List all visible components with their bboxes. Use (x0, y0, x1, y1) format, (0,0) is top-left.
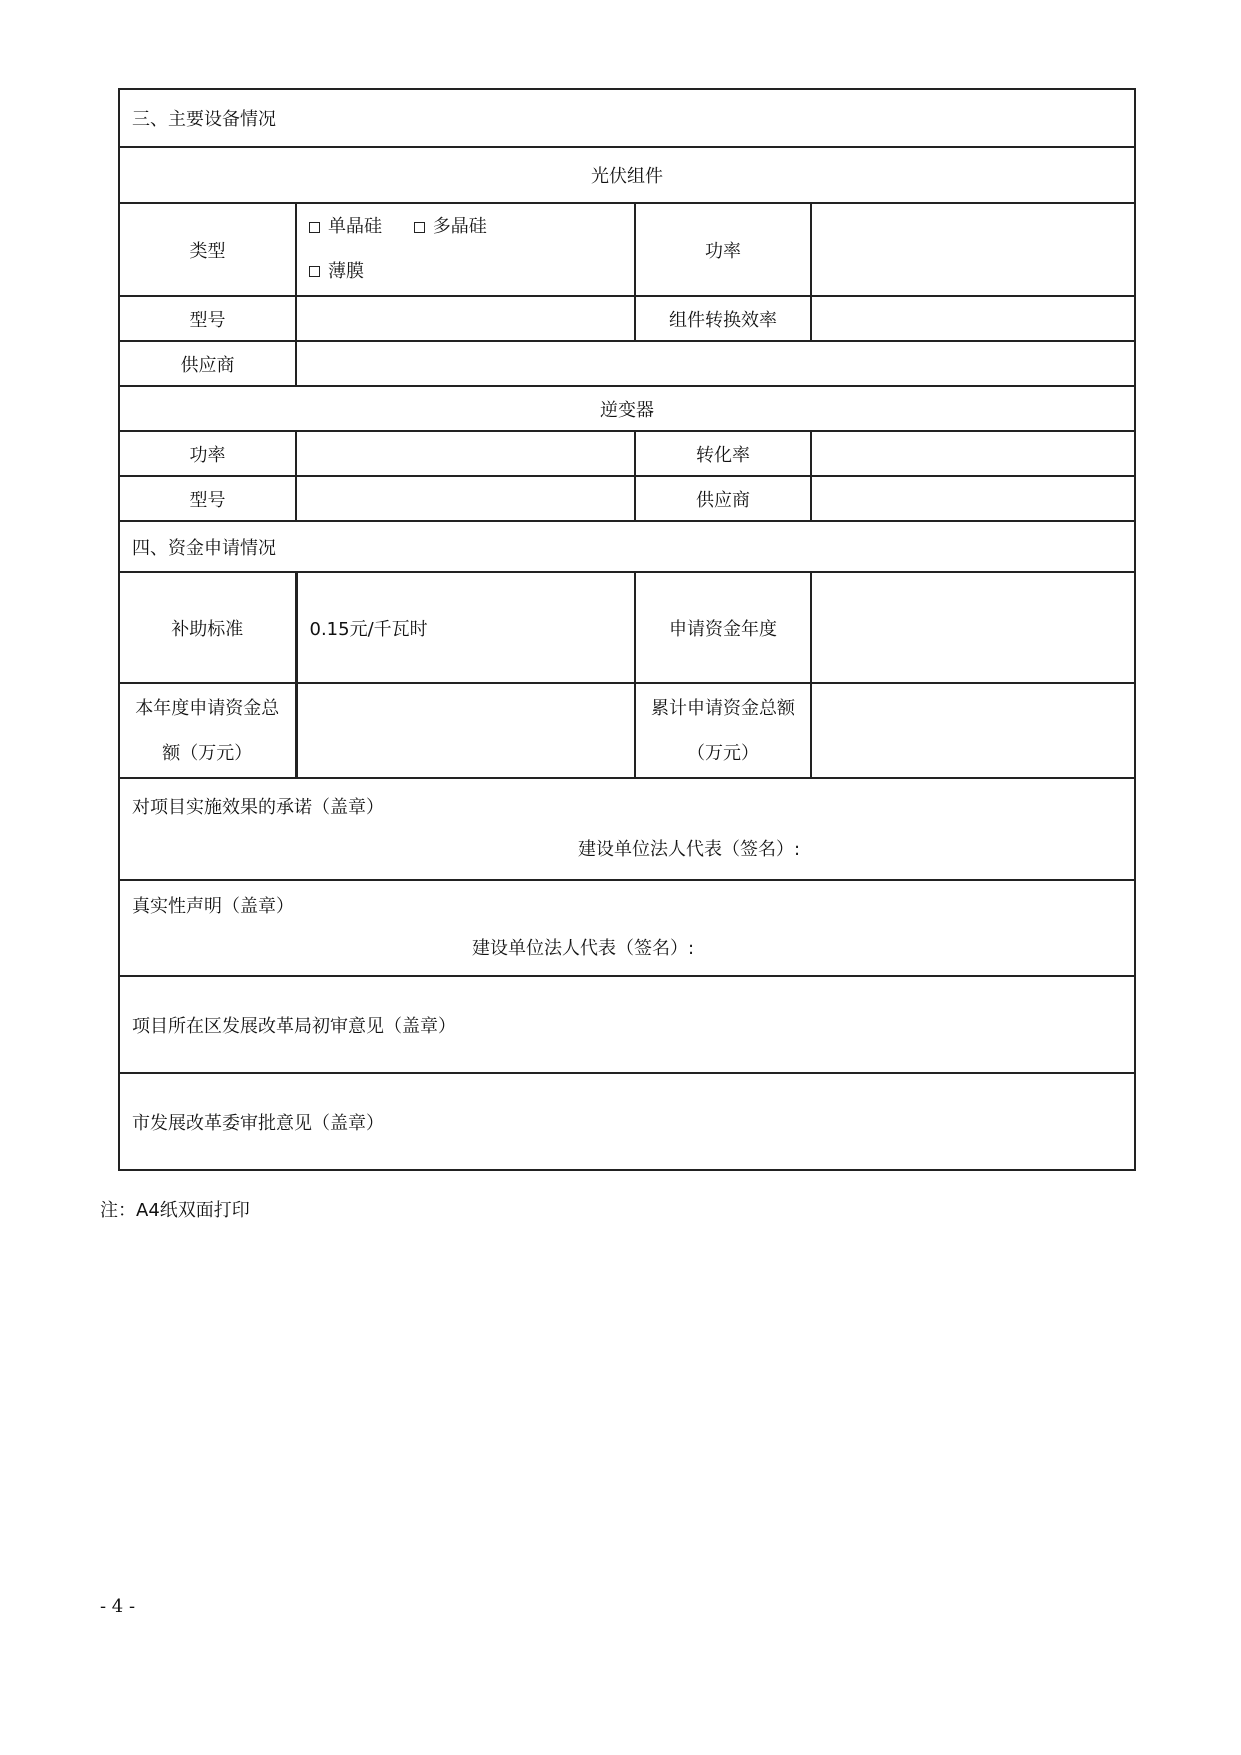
subsidy-label: 补助标准 (119, 572, 296, 683)
district-opinion-title: 项目所在区发展改革局初审意见（盖章） (132, 1015, 456, 1037)
cum-total-line1: 累计申请资金总额 (651, 697, 795, 719)
page-number: - 4 - (100, 1596, 136, 1617)
checkbox-icon[interactable] (414, 222, 425, 233)
section4-title: 四、资金申请情况 (119, 521, 1135, 572)
cum-total-field[interactable] (811, 683, 1135, 778)
option-label: 单晶硅 (328, 216, 382, 237)
model-field[interactable] (296, 296, 635, 341)
city-opinion-block[interactable] (119, 1073, 1135, 1170)
equipment-funding-table (118, 88, 1136, 1171)
year-total-line1: 本年度申请资金总 (135, 697, 280, 719)
year-total-field[interactable] (296, 683, 635, 778)
cum-total-label (635, 683, 811, 778)
checkbox-icon[interactable] (309, 266, 320, 277)
year-total-line2: 额（万元） (162, 742, 253, 764)
inverter-power-field[interactable] (296, 431, 635, 476)
inverter-supplier-label: 供应商 (635, 476, 811, 521)
option-monocrystalline[interactable] (309, 205, 382, 249)
option-label: 多晶硅 (432, 216, 487, 237)
print-note: 注：A4纸双面打印 (100, 1200, 250, 1221)
power-label: 功率 (635, 203, 811, 296)
checkbox-icon[interactable] (309, 222, 320, 233)
declaration-title: 真实性声明（盖章） (132, 896, 294, 917)
type-options (296, 203, 635, 296)
efficiency-label: 组件转换效率 (635, 296, 811, 341)
cum-total-line2: （万元） (687, 742, 759, 764)
power-field[interactable] (811, 203, 1135, 296)
inverter-title: 逆变器 (119, 386, 1135, 431)
apply-year-label: 申请资金年度 (635, 572, 811, 683)
efficiency-field[interactable] (811, 296, 1135, 341)
city-opinion-title: 市发展改革委审批意见（盖章） (132, 1112, 384, 1134)
declaration-block[interactable] (119, 880, 1135, 976)
inverter-supplier-field[interactable] (811, 476, 1135, 521)
pv-module-title: 光伏组件 (119, 147, 1135, 203)
commitment-title: 对项目实施效果的承诺（盖章） (132, 797, 384, 818)
inverter-model-label: 型号 (119, 476, 296, 521)
inverter-model-field[interactable] (296, 476, 635, 521)
subsidy-value: 0.15元/千瓦时 (296, 572, 635, 683)
commitment-block[interactable] (119, 778, 1135, 880)
option-thin-film[interactable] (309, 250, 364, 294)
apply-year-field[interactable] (811, 572, 1135, 683)
section3-title: 三、主要设备情况 (119, 89, 1135, 147)
type-label: 类型 (119, 203, 296, 296)
year-total-label (119, 683, 296, 778)
option-polycrystalline[interactable] (414, 205, 487, 249)
inverter-rate-label: 转化率 (635, 431, 811, 476)
inverter-rate-field[interactable] (811, 431, 1135, 476)
option-label: 薄膜 (328, 260, 364, 282)
district-opinion-block[interactable] (119, 976, 1135, 1073)
inverter-power-label: 功率 (119, 431, 296, 476)
commitment-signature: 建设单位法人代表（签名）: (578, 839, 801, 860)
application-form (118, 88, 1134, 1171)
supplier-label: 供应商 (119, 341, 296, 386)
model-label: 型号 (119, 296, 296, 341)
supplier-field[interactable] (296, 341, 1135, 386)
declaration-signature: 建设单位法人代表（签名）: (472, 938, 695, 959)
